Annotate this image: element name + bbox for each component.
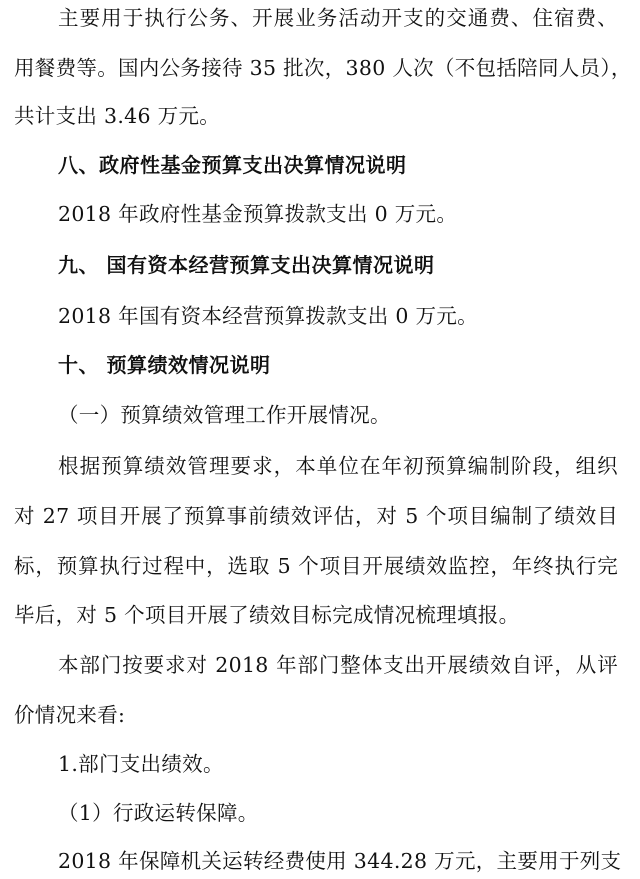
body-line: 根据预算绩效管理要求，本单位在年初预算编制阶段，组织 (58, 454, 618, 478)
body-line: 2018 年政府性基金预算拨款支出 0 万元。 (58, 202, 458, 226)
section-heading: 九、 国有资本经营预算支出决算情况说明 (58, 253, 435, 277)
body-line: 标，预算执行过程中，选取 5 个项目开展绩效监控，年终执行完 (14, 554, 618, 578)
body-line: 毕后，对 5 个项目开展了绩效目标完成情况梳理填报。 (14, 603, 520, 627)
body-line: 对 27 项目开展了预算事前绩效评估，对 5 个项目编制了绩效目 (14, 504, 618, 528)
section-heading: 八、政府性基金预算支出决算情况说明 (58, 153, 407, 177)
list-subitem-heading: （1）行政运转保障。 (58, 801, 259, 825)
body-line: 主要用于执行公务、开展业务活动开支的交通费、住宿费、 (58, 6, 618, 30)
subsection-heading: （一）预算绩效管理工作开展情况。 (58, 403, 391, 427)
section-heading: 十、 预算绩效情况说明 (58, 353, 271, 377)
body-line: 用餐费等。国内公务接待 35 批次，380 人次（不包括陪同人员）， (14, 56, 632, 80)
body-line: 2018 年保障机关运转经费使用 344.28 万元，主要用于列支 (58, 849, 622, 873)
body-line: 2018 年国有资本经营预算拨款支出 0 万元。 (58, 304, 478, 328)
body-line: 价情况来看: (14, 703, 126, 727)
body-line: 本部门按要求对 2018 年部门整体支出开展绩效自评，从评 (58, 653, 618, 677)
body-line: 共计支出 3.46 万元。 (14, 104, 221, 128)
list-item-heading: 1.部门支出绩效。 (58, 752, 224, 776)
